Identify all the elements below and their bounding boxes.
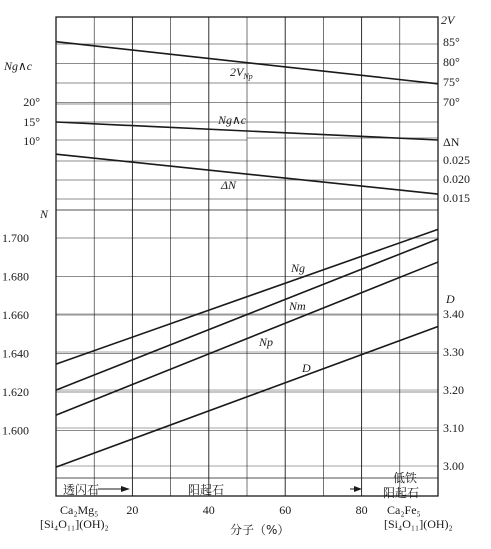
x-end-label-right: Ca₂Fe₅ [387,503,421,517]
right-tick-label: 3.10 [443,421,464,435]
range-arrow-head [121,486,130,492]
mineral-range-label: 阳起石 [383,486,420,500]
series-label-2vnp: $2V_{Np}$ [230,65,253,81]
mineral-range-label: 阳起石 [188,483,225,497]
left-axis-title-n: N [40,207,49,221]
x-tick-label: 80 [355,503,368,517]
x-axis-title: 分子（%） [230,523,290,537]
left-tick-label: 20° [23,95,40,109]
x-end-label-right: [Si₄O₁₁](OH)₂ [384,517,453,531]
left-tick-label: 1.680 [2,269,29,284]
mineral-range-label: 低铁 [393,471,418,485]
right-tick-label: 75° [443,75,460,89]
right-tick-label: 3.40 [443,307,464,321]
x-tick-label: 20 [126,503,139,517]
x-end-label-left: Ca₂Mg₅ [60,503,99,517]
left-axis-title-ngc: Ng∧c [4,59,33,73]
right-tick-label: 3.30 [443,345,464,359]
left-tick-label: 1.660 [2,308,29,322]
left-tick-label: 10° [23,134,40,148]
series-label-ngc: Ng∧c [218,113,247,127]
range-arrow-head [354,486,362,492]
left-tick-label: 1.700 [2,231,29,245]
right-tick-label: 3.20 [443,383,464,397]
right-tick-label: 85° [443,35,460,49]
right-tick-label: 0.020 [443,172,470,186]
right-tick-label: 3.00 [443,459,464,473]
right-axis-title-dn: ΔN [443,135,460,149]
x-tick-label: 60 [279,503,292,517]
series-label-ng: Ng [291,261,306,275]
series-label-d: D [302,361,311,375]
right-axis-title-d: D [446,292,455,306]
mineral-range-label: 透闪石 [63,483,100,497]
right-tick-label: 0.025 [443,153,470,167]
right-tick-label: 80° [443,55,460,69]
left-tick-label: 1.640 [2,346,29,361]
right-tick-label: 70° [443,95,460,109]
series-label-delta-n: ΔN [221,178,237,192]
x-tick-label: 40 [202,503,215,517]
left-tick-label: 1.620 [2,385,29,399]
grid [56,17,438,496]
left-tick-label: 1.600 [2,423,29,438]
series-label-np: Np [259,335,274,349]
right-axis-title-2v: 2V [441,13,455,27]
series-label-nm: Nm [289,299,306,313]
x-end-label-left: [Si₄O₁₁](OH)₂ [40,517,109,531]
right-tick-label: 0.015 [443,191,470,205]
left-tick-label: 15° [23,115,40,129]
